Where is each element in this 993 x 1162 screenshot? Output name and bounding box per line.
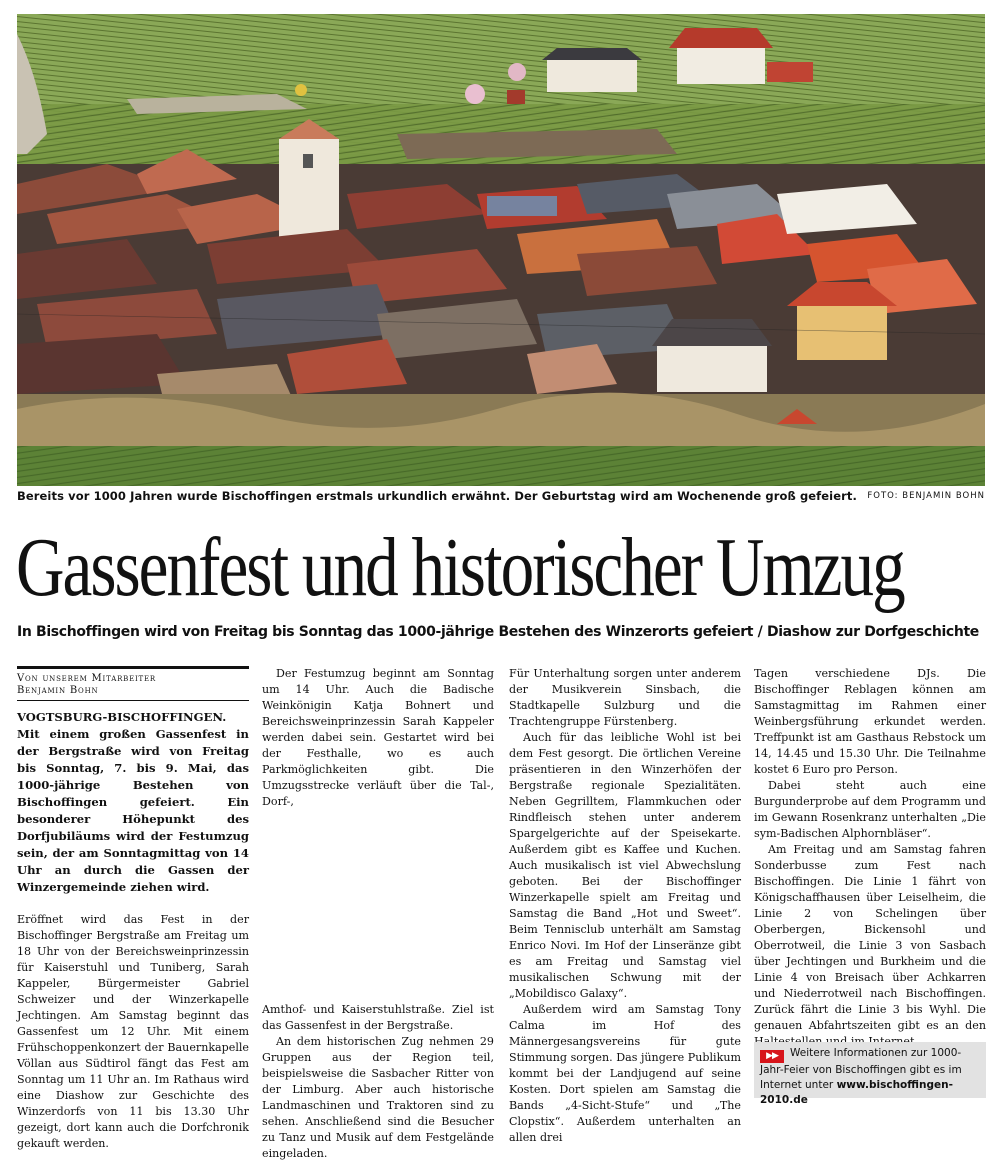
article-column-3: [509, 666, 741, 1144]
byline: [17, 666, 249, 701]
photo-credit: FOTO: BENJAMIN BOHN: [867, 491, 985, 501]
body-paragraph: Außerdem wird am Samstag Tony Calma im Hof des Männergesangsvereins für gute Stimmung sorgen. Das jüngere Publikum kommt bei der Landjugend auf seine Kosten. Dort spielen am Samstag die Bands „4-Sicht-Stufe“ und „The Clopstix“. Außerdem unterhalten an allen drei: [509, 1003, 741, 1144]
body-paragraph: Am Freitag und am Samstag fahren Sonderbusse zum Fest nach Bischoffingen. Die Linie 1 fährt von Königschaffhausen über Leiselheim, die Linie 2 von Schelingen über Oberbergen, Bickensohl und Oberrotweil, die Linie 3 von Sasbach über Jechtingen und Burkheim und die Linie 4 von Breisach über Achkarren und Niederrotweil nach Bischoffingen. Zurück fährt die Linie 3 bis Wyhl. Die genauen Abfahrtszeiten gibt es an den: [754, 843, 986, 1032]
headline: Gassenfest und historischer Umzug: [16, 521, 904, 614]
byline-author: Benjamin Bohn: [17, 685, 99, 696]
subheadline: In Bischoffingen wird von Freitag bis Sonntag das 1000-jährige Bestehen des Winzerorts gefeiert / Diashow zur Dorfgeschichte: [17, 624, 979, 640]
double-arrow-icon: ▶▶: [760, 1050, 784, 1063]
body-paragraph: Eröffnet wird das Fest in der Bischoffinger Bergstraße am Freitag um 18 Uhr von der Bereichsweinprinzessin für Kaiserstuhl und Tuniberg, Sarah Kappeler, Bürgermeister Gabriel Schweizer und der Winzerkapelle Jechtingen. Am Samstag beginnt das Gassenfest um 12 Uhr. Mit einem Frühschoppenkonzert der Bauernkapelle Völlan aus Südtirol fängt das Fest am Sonntag um 11 Uhr an. Im Rathaus wird eine Diashow zur Geschichte des Winzerdorfs von 11 bis 13.30 Uhr gezeigt, dort kann auch die Dorfchronik gekauft werden.: [17, 913, 249, 1150]
caption-text: Bereits vor 1000 Jahren wurde Bischoffingen erstmals urkundlich erwähnt. Der Geburtstag wird am Wochenende groß gefeiert.: [17, 489, 857, 503]
photo-caption: [17, 489, 985, 507]
village-photo-drawing: [17, 14, 985, 486]
website-link[interactable]: www.bischoffingen-2010.de: [760, 1079, 953, 1106]
byline-role: Von unserem Mitarbeiter: [17, 673, 157, 684]
body-paragraph: An dem historischen Zug nehmen 29 Gruppen aus der Region teil, beispielsweise die Sasbacher Ritter von der Limburg. Aber auch historische Landmaschinen und Traktoren sind zu sehen. Anschließend sind die Besucher zu Tanz und Musik auf dem Festgelände eingeladen.: [262, 1035, 494, 1160]
body-paragraph: Der Festumzug beginnt am Sonntag um 14 Uhr. Auch die Badische Weinkönigin Katja Bohnert und Bereichsweinprinzessin Sarah Kappeler werden dabei sein. Gestartet wird bei der Festhalle, wo es auch Parkmöglichkeiten gibt. Die Umzugsstrecke verläuft über die Tal-, Dorf-,: [262, 667, 494, 808]
body-paragraph: Auch für das leibliche Wohl ist bei dem Fest gesorgt. Die örtlichen Vereine präsentieren in den Winzerhöfen der Bergstraße regionale Spezialitäten. Neben Gegrilltem, Flammkuchen oder Rindfleisch stehen unter anderem Spargelgerichte auf der Speisekarte. Außerdem gibt es Kaffee und Kuchen. Auch musikalisch ist viel Abwechslung geboten. Bei der Bischoffinger Winzerkapelle spielt am Freitag und Samstag die Band „Hot und Sweet“. Beim Tennisclub unterhält am Samstag Enrico Novi. Im Hof der Linseränze gibt es am Freitag und Samstag viel musikalischen Schwung mit der „Mobildisco Galaxy“.: [509, 731, 741, 1000]
village-photo: [17, 14, 985, 486]
info-box: [754, 1042, 986, 1106]
body-paragraph: Für Unterhaltung sorgen unter anderem der Musikverein Sinsbach, die Stadtkapelle Sulzburg und die Trachtengruppe Fürstenberg.: [509, 667, 741, 728]
body-paragraph: Dabei steht auch eine Burgunderprobe auf dem Programm und im Gewann Rosenkranz unterhalten „Die sym-Badischen Alphornbläser“.: [754, 779, 986, 840]
body-paragraph-continued: Tagen verschiedene DJs. Die Bischoffinger Reblagen können am Samstagmittag im Rahmen einer Weinbergsführung erkundet werden. Treffpunkt ist am Gasthaus Rebstock um 14, 14.45 und 15.30 Uhr. Die Teilnahme kostet 6 Euro pro Person.: [754, 667, 986, 776]
info-text: Weitere Informationen zur 1000-Jahr-Feier von Bischoffingen gibt es im Internet unter: [760, 1047, 962, 1091]
body-paragraph-continued: Amthof- und Kaiserstuhlstraße. Ziel ist das Gassenfest in der Bergstraße.: [262, 1003, 494, 1032]
article-column-2: [262, 666, 494, 1160]
lead-paragraph: VOGTSBURG-BISCHOFFINGEN. Mit einem großen Gassenfest in der Bergstraße wird von Freitag bis Sonntag, 7. bis 9. Mai, das 1000-jährige Bestehen von Bischoffingen gefeiert. Ein besonderer Höhepunkt des Dorfjubiläums wird der Festumzug sein, der am Sonntagmittag von 14 Uhr an durch die Gassen der Winzergemeinde ziehen wird.: [17, 710, 249, 894]
article-column-4: [754, 666, 986, 1106]
article-column-1: [17, 666, 249, 1150]
